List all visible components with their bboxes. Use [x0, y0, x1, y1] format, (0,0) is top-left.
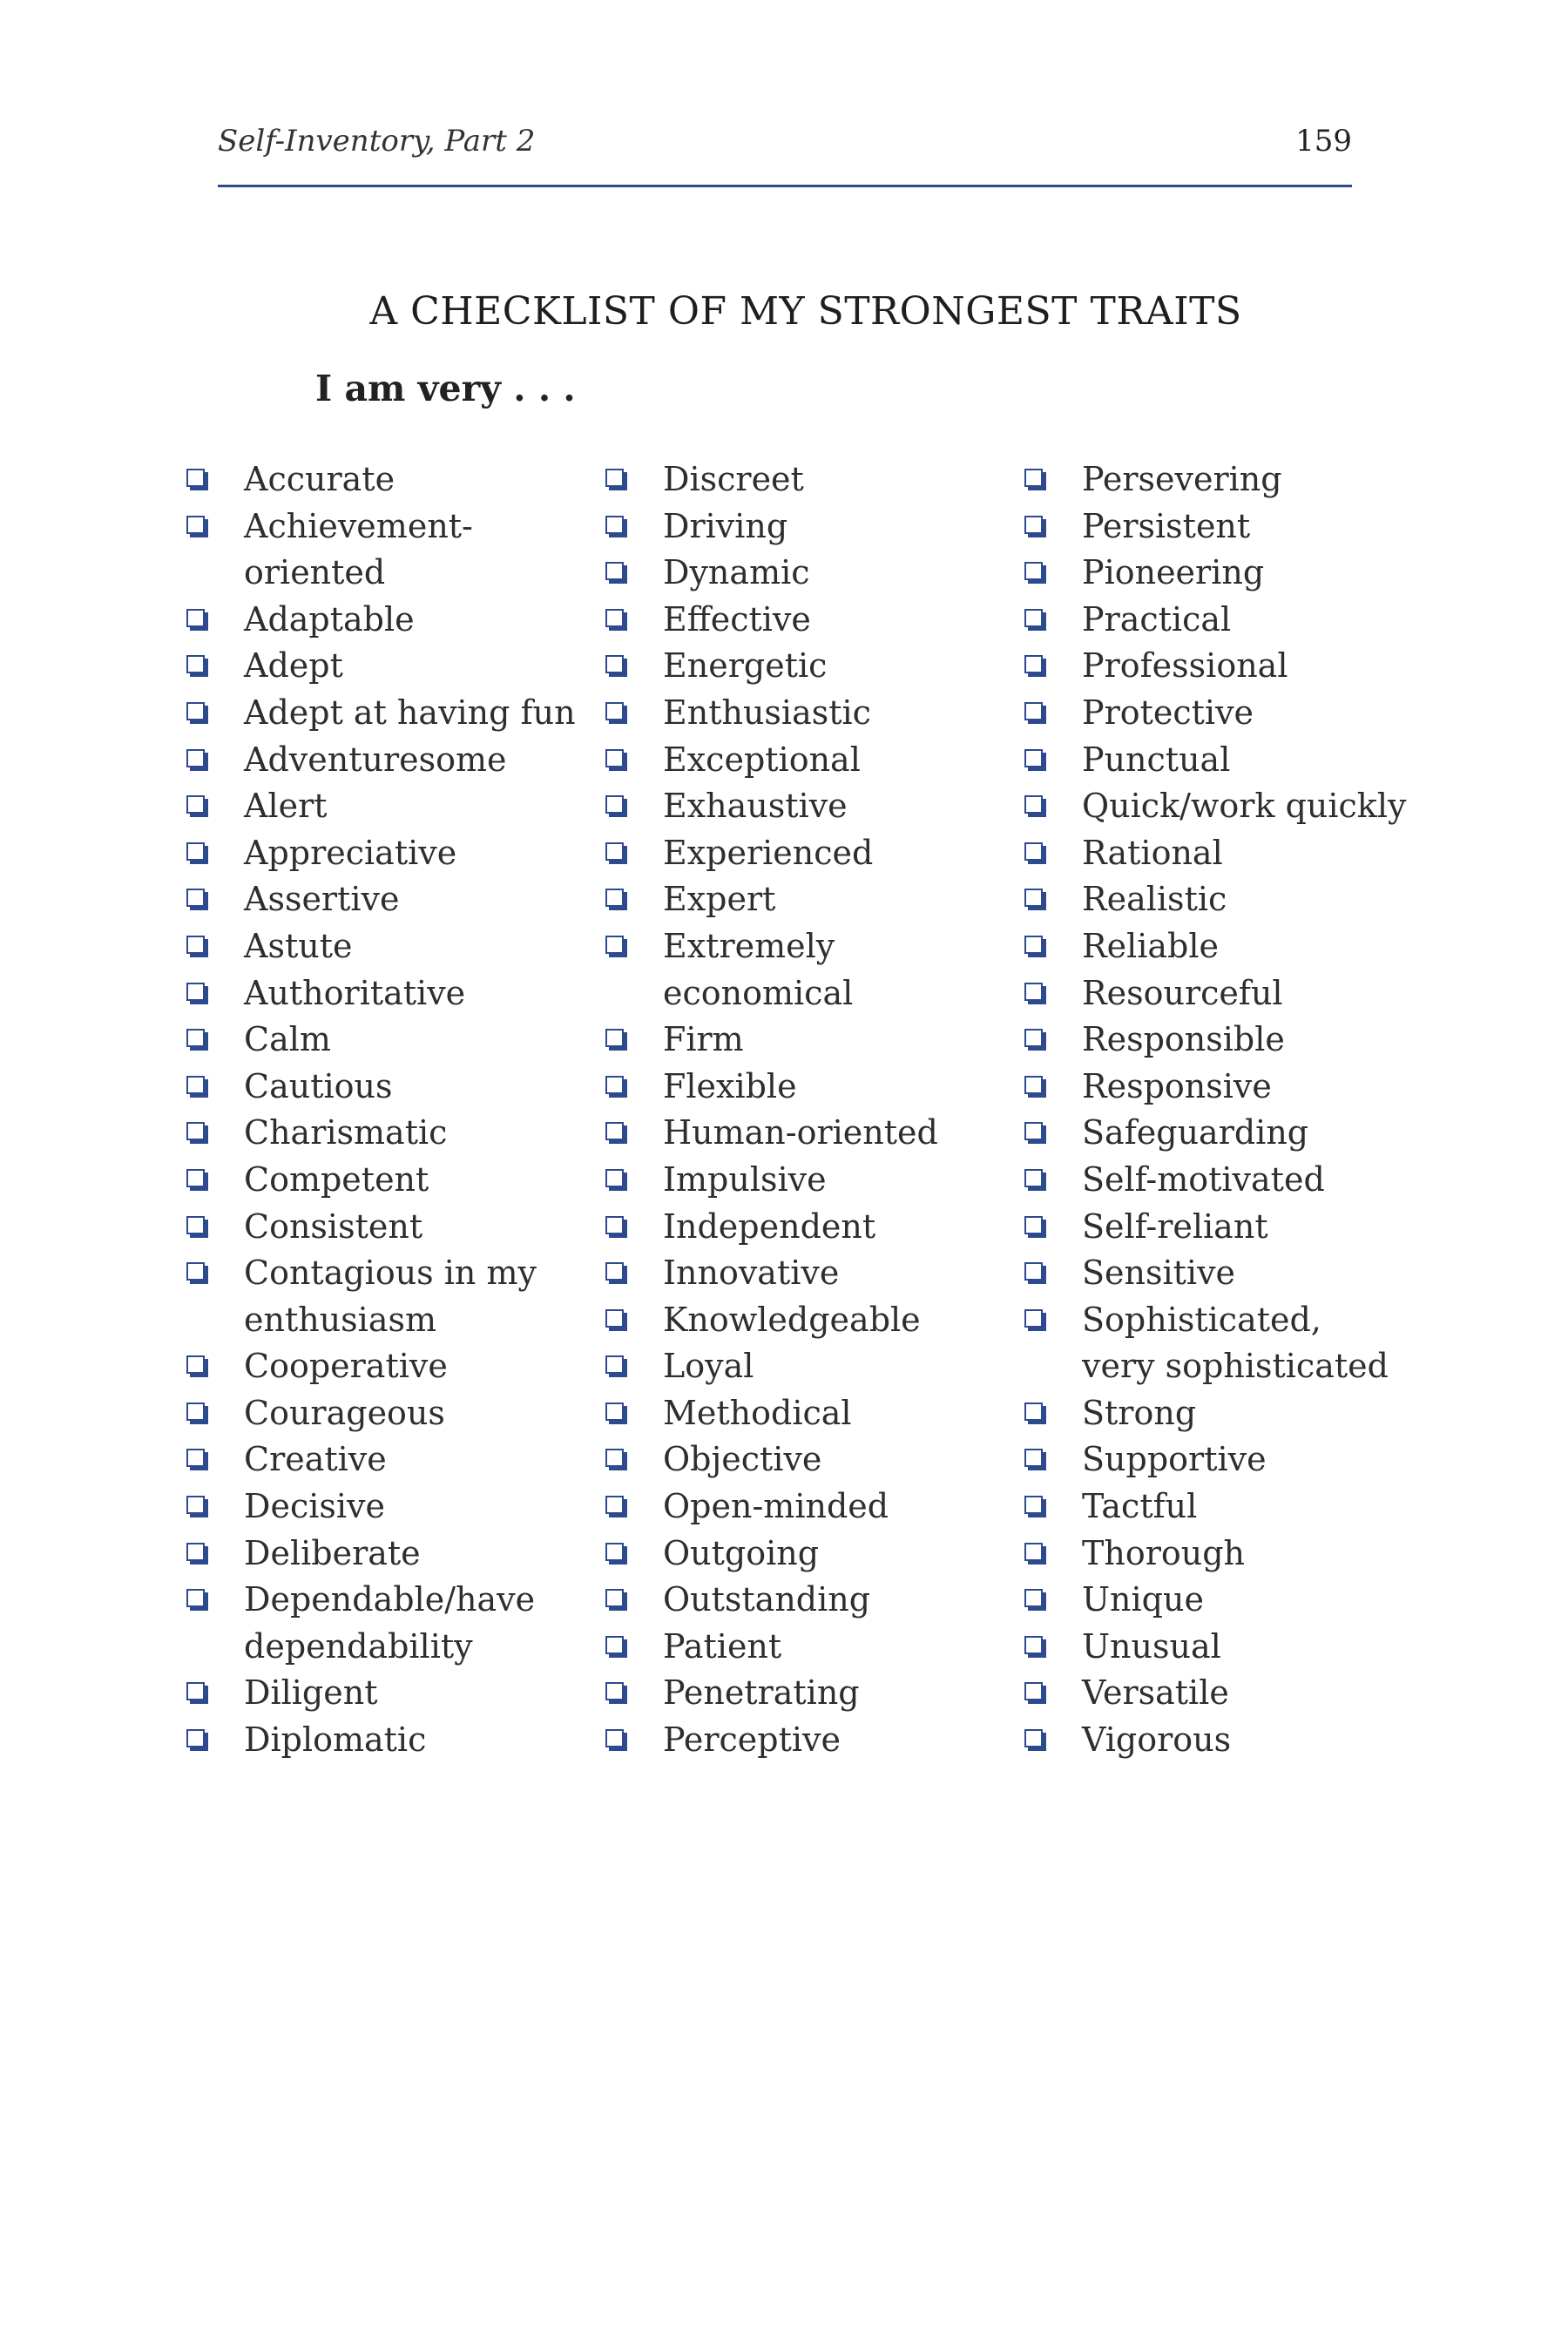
- trait-item[interactable]: [1024, 970, 1512, 1017]
- checkbox-icon[interactable]: [186, 1029, 205, 1047]
- checkbox-icon[interactable]: [1024, 1402, 1043, 1421]
- checkbox-icon[interactable]: [186, 842, 205, 861]
- trait-item[interactable]: [605, 1484, 1015, 1531]
- checkbox-icon[interactable]: [605, 1636, 624, 1654]
- checkbox-icon[interactable]: [605, 1449, 624, 1467]
- trait-item[interactable]: [1024, 1204, 1512, 1251]
- trait-label: Sophisticated, very sophisticated: [1082, 1300, 1389, 1386]
- checkbox-icon[interactable]: [1024, 562, 1043, 580]
- trait-label: Diligent: [244, 1673, 378, 1713]
- checkbox-icon[interactable]: [605, 469, 624, 487]
- checkbox-icon[interactable]: [1024, 1449, 1043, 1467]
- checkbox-icon[interactable]: [186, 1076, 205, 1094]
- trait-label: Unusual: [1082, 1626, 1221, 1666]
- trait-item[interactable]: [1024, 643, 1512, 690]
- trait-item[interactable]: [1024, 1484, 1512, 1531]
- checkbox-icon[interactable]: [605, 1682, 624, 1700]
- trait-label: Courageous: [244, 1393, 445, 1432]
- trait-item[interactable]: [1024, 456, 1512, 504]
- checkbox-icon[interactable]: [605, 1543, 624, 1561]
- trait-label: Methodical: [663, 1393, 852, 1432]
- trait-label: Tactful: [1082, 1487, 1198, 1526]
- checkbox-icon[interactable]: [1024, 1636, 1043, 1654]
- trait-label: Driving: [663, 506, 788, 545]
- checkbox-icon[interactable]: [605, 1029, 624, 1047]
- running-title: Self-Inventory, Part 2: [218, 124, 536, 159]
- trait-label: Exhaustive: [663, 787, 848, 826]
- trait-item[interactable]: [186, 830, 596, 877]
- trait-label: Responsible: [1082, 1020, 1285, 1059]
- checkbox-icon[interactable]: [186, 1262, 205, 1281]
- trait-item[interactable]: [1024, 1670, 1512, 1717]
- trait-item[interactable]: [605, 876, 1015, 923]
- checkbox-icon[interactable]: [186, 702, 205, 720]
- checkbox-icon[interactable]: [605, 749, 624, 767]
- trait-item[interactable]: [1024, 1110, 1512, 1157]
- trait-item[interactable]: [186, 1531, 596, 1578]
- page-number: 159: [1295, 124, 1352, 159]
- trait-item[interactable]: [605, 550, 1015, 597]
- checkbox-icon[interactable]: [1024, 1216, 1043, 1234]
- trait-label: Discreet: [663, 460, 804, 498]
- trait-label: Deliberate: [244, 1533, 421, 1572]
- trait-item[interactable]: [1024, 1017, 1512, 1064]
- trait-label: Pioneering: [1082, 553, 1265, 592]
- trait-label: Contagious in my enthusiasm: [244, 1254, 537, 1339]
- trait-item[interactable]: [186, 1390, 596, 1437]
- trait-label: Authoritative: [244, 973, 466, 1012]
- trait-item[interactable]: [186, 1436, 596, 1484]
- checkbox-icon[interactable]: [186, 1122, 205, 1140]
- checkbox-icon[interactable]: [605, 702, 624, 720]
- trait-item[interactable]: [186, 737, 596, 784]
- checkbox-icon[interactable]: [1024, 1589, 1043, 1607]
- checkbox-icon[interactable]: [1024, 1682, 1043, 1700]
- trait-label: Outgoing: [663, 1533, 820, 1572]
- checkbox-icon[interactable]: [605, 1355, 624, 1374]
- trait-item[interactable]: [1024, 1064, 1512, 1111]
- trait-item[interactable]: [1024, 504, 1512, 551]
- trait-label: Quick/work quickly: [1082, 787, 1407, 826]
- trait-item[interactable]: [1024, 1157, 1512, 1204]
- trait-label: Assertive: [244, 880, 400, 919]
- trait-item[interactable]: [186, 1250, 596, 1343]
- trait-label: Alert: [244, 787, 328, 826]
- checkbox-icon[interactable]: [1024, 842, 1043, 861]
- trait-item[interactable]: [1024, 1717, 1512, 1764]
- trait-label: Innovative: [663, 1254, 840, 1293]
- trait-label: Independent: [663, 1206, 876, 1246]
- checkbox-icon[interactable]: [186, 936, 205, 954]
- checkbox-icon[interactable]: [1024, 655, 1043, 673]
- trait-label: Safeguarding: [1082, 1113, 1309, 1152]
- trait-item[interactable]: [1024, 783, 1512, 830]
- trait-label: Outstanding: [663, 1580, 871, 1619]
- trait-item[interactable]: [605, 1110, 1015, 1157]
- page-title: A CHECKLIST OF MY STRONGEST TRAITS: [369, 289, 1242, 334]
- trait-item[interactable]: [186, 504, 596, 597]
- checkbox-icon[interactable]: [186, 1355, 205, 1374]
- checkbox-icon[interactable]: [186, 469, 205, 487]
- trait-item[interactable]: [186, 690, 596, 737]
- trait-item[interactable]: [605, 1624, 1015, 1671]
- checkbox-icon[interactable]: [605, 842, 624, 861]
- trait-label: Unique: [1082, 1580, 1204, 1619]
- trait-label: Experienced: [663, 833, 874, 872]
- trait-item[interactable]: [186, 1204, 596, 1251]
- trait-label: Open-minded: [663, 1487, 889, 1526]
- trait-item[interactable]: [605, 1297, 1015, 1344]
- checkbox-icon[interactable]: [1024, 1076, 1043, 1094]
- trait-item[interactable]: [1024, 1390, 1512, 1437]
- trait-label: Reliable: [1082, 926, 1220, 965]
- trait-item[interactable]: [1024, 1436, 1512, 1484]
- checkbox-icon[interactable]: [1024, 1029, 1043, 1047]
- trait-item[interactable]: [605, 1204, 1015, 1251]
- trait-item[interactable]: [605, 923, 1015, 1017]
- checkbox-icon[interactable]: [186, 1496, 205, 1514]
- trait-label: Resourceful: [1082, 973, 1283, 1012]
- checkbox-icon[interactable]: [1024, 469, 1043, 487]
- trait-label: Decisive: [244, 1487, 386, 1526]
- trait-item[interactable]: [605, 1531, 1015, 1578]
- trait-item[interactable]: [605, 504, 1015, 551]
- trait-label: Objective: [663, 1440, 822, 1479]
- trait-item[interactable]: [186, 923, 596, 970]
- checkbox-icon[interactable]: [1024, 1309, 1043, 1328]
- checkbox-icon[interactable]: [1024, 795, 1043, 814]
- checkbox-icon[interactable]: [605, 795, 624, 814]
- trait-label: Human-oriented: [663, 1113, 938, 1152]
- checkbox-icon[interactable]: [605, 1729, 624, 1747]
- trait-label: Adept at having fun: [244, 693, 576, 732]
- trait-item[interactable]: [1024, 1577, 1512, 1624]
- trait-label: Cautious: [244, 1066, 393, 1105]
- checkbox-icon[interactable]: [605, 1216, 624, 1234]
- trait-item[interactable]: [1024, 1531, 1512, 1578]
- trait-item[interactable]: [1024, 1624, 1512, 1671]
- trait-label: Thorough: [1082, 1533, 1246, 1572]
- trait-item[interactable]: [605, 1577, 1015, 1624]
- trait-label: Adaptable: [244, 599, 415, 639]
- trait-label: Cooperative: [244, 1347, 448, 1386]
- checkbox-icon[interactable]: [1024, 983, 1043, 1001]
- checkbox-icon[interactable]: [186, 1402, 205, 1421]
- trait-label: Extremely economical: [663, 926, 854, 1012]
- checkbox-icon[interactable]: [605, 1589, 624, 1607]
- checkbox-icon[interactable]: [186, 983, 205, 1001]
- trait-label: Self-motivated: [1082, 1159, 1325, 1199]
- trait-label: Versatile: [1082, 1673, 1229, 1713]
- trait-item[interactable]: [605, 597, 1015, 644]
- checkbox-icon[interactable]: [1024, 1496, 1043, 1514]
- trait-label: Astute: [244, 926, 353, 965]
- trait-item[interactable]: [605, 456, 1015, 504]
- checkbox-icon[interactable]: [1024, 1122, 1043, 1140]
- trait-item[interactable]: [186, 1717, 596, 1764]
- trait-label: Rational: [1082, 833, 1223, 872]
- checkbox-icon[interactable]: [605, 936, 624, 954]
- trait-label: Penetrating: [663, 1673, 860, 1713]
- trait-label: Realistic: [1082, 880, 1227, 919]
- checkbox-icon[interactable]: [1024, 702, 1043, 720]
- checkbox-icon[interactable]: [605, 1076, 624, 1094]
- trait-item[interactable]: [605, 1064, 1015, 1111]
- trait-item[interactable]: [186, 783, 596, 830]
- trait-label: Calm: [244, 1020, 331, 1059]
- trait-label: Adventuresome: [244, 740, 507, 779]
- trait-label: Punctual: [1082, 740, 1231, 779]
- trait-item[interactable]: [186, 643, 596, 690]
- checkbox-icon[interactable]: [605, 1122, 624, 1140]
- checkbox-icon[interactable]: [605, 1169, 624, 1187]
- trait-column-2: [605, 456, 1015, 1764]
- trait-item[interactable]: [186, 1484, 596, 1531]
- trait-item[interactable]: [605, 737, 1015, 784]
- trait-item[interactable]: [605, 1670, 1015, 1717]
- trait-label: Creative: [244, 1440, 387, 1479]
- trait-label: Sensitive: [1082, 1254, 1236, 1293]
- checkbox-icon[interactable]: [1024, 936, 1043, 954]
- trait-item[interactable]: [186, 597, 596, 644]
- checkbox-icon[interactable]: [186, 1682, 205, 1700]
- checkbox-icon[interactable]: [605, 516, 624, 534]
- trait-item[interactable]: [605, 1250, 1015, 1297]
- trait-item[interactable]: [1024, 550, 1512, 597]
- trait-item[interactable]: [1024, 1250, 1512, 1297]
- trait-label: Expert: [663, 880, 776, 919]
- trait-item[interactable]: [1024, 923, 1512, 970]
- trait-item[interactable]: [605, 783, 1015, 830]
- trait-label: Appreciative: [244, 833, 457, 872]
- checkbox-icon[interactable]: [186, 1216, 205, 1234]
- trait-item[interactable]: [186, 1110, 596, 1157]
- checkbox-icon[interactable]: [1024, 749, 1043, 767]
- trait-label: Effective: [663, 599, 811, 639]
- checkbox-icon[interactable]: [605, 1496, 624, 1514]
- trait-item[interactable]: [186, 456, 596, 504]
- checkbox-icon[interactable]: [1024, 1169, 1043, 1187]
- trait-label: Achievement- oriented: [244, 506, 473, 592]
- trait-label: Supportive: [1082, 1440, 1267, 1479]
- checkbox-icon[interactable]: [186, 1449, 205, 1467]
- trait-label: Knowledgeable: [663, 1300, 921, 1339]
- checkbox-icon[interactable]: [605, 1402, 624, 1421]
- trait-label: Practical: [1082, 599, 1232, 639]
- checkbox-icon[interactable]: [186, 749, 205, 767]
- checkbox-icon[interactable]: [186, 655, 205, 673]
- trait-item[interactable]: [1024, 737, 1512, 784]
- checkbox-icon[interactable]: [186, 795, 205, 814]
- trait-label: Loyal: [663, 1347, 754, 1386]
- trait-item[interactable]: [605, 830, 1015, 877]
- trait-label: Exceptional: [663, 740, 861, 779]
- checkbox-icon[interactable]: [186, 1169, 205, 1187]
- trait-label: Persistent: [1082, 506, 1251, 545]
- trait-item[interactable]: [186, 1064, 596, 1111]
- trait-label: Competent: [244, 1159, 429, 1199]
- trait-item[interactable]: [605, 690, 1015, 737]
- trait-label: Strong: [1082, 1393, 1197, 1432]
- checkbox-icon[interactable]: [1024, 1729, 1043, 1747]
- trait-label: Dynamic: [663, 553, 810, 592]
- trait-label: Vigorous: [1082, 1720, 1232, 1760]
- checkbox-icon[interactable]: [186, 1543, 205, 1561]
- trait-item[interactable]: [605, 1157, 1015, 1204]
- trait-label: Impulsive: [663, 1159, 827, 1199]
- checkbox-icon[interactable]: [1024, 516, 1043, 534]
- checkbox-icon[interactable]: [1024, 609, 1043, 627]
- trait-label: Perceptive: [663, 1720, 841, 1760]
- checkbox-icon[interactable]: [605, 609, 624, 627]
- checkbox-icon[interactable]: [186, 889, 205, 907]
- trait-column-1: [186, 456, 596, 1764]
- trait-item[interactable]: [186, 876, 596, 923]
- trait-label: Responsive: [1082, 1066, 1272, 1105]
- trait-column-3: [1024, 456, 1512, 1764]
- trait-label: Charismatic: [244, 1113, 448, 1152]
- trait-item[interactable]: [605, 1717, 1015, 1764]
- trait-item[interactable]: [1024, 876, 1512, 923]
- checkbox-icon[interactable]: [605, 1262, 624, 1281]
- checkbox-icon[interactable]: [186, 1729, 205, 1747]
- trait-item[interactable]: [1024, 830, 1512, 877]
- lead-in-text: I am very . . .: [315, 368, 576, 409]
- trait-label: Enthusiastic: [663, 693, 871, 732]
- running-header: [218, 122, 1352, 160]
- trait-label: Professional: [1082, 646, 1288, 686]
- trait-label: Consistent: [244, 1206, 423, 1246]
- checkbox-icon[interactable]: [1024, 1543, 1043, 1561]
- trait-item[interactable]: [1024, 690, 1512, 737]
- trait-label: Self-reliant: [1082, 1206, 1268, 1246]
- trait-label: Energetic: [663, 646, 828, 686]
- checkbox-icon[interactable]: [605, 562, 624, 580]
- checkbox-icon[interactable]: [186, 609, 205, 627]
- trait-item[interactable]: [186, 1017, 596, 1064]
- checkbox-icon[interactable]: [605, 889, 624, 907]
- trait-label: Diplomatic: [244, 1720, 427, 1760]
- trait-label: Accurate: [244, 460, 395, 498]
- trait-label: Adept: [244, 646, 343, 686]
- checkbox-icon[interactable]: [186, 516, 205, 534]
- trait-item[interactable]: [605, 1017, 1015, 1064]
- trait-item[interactable]: [186, 1670, 596, 1717]
- trait-item[interactable]: [605, 1436, 1015, 1484]
- trait-item[interactable]: [186, 970, 596, 1017]
- trait-item[interactable]: [605, 1390, 1015, 1437]
- trait-item[interactable]: [1024, 1297, 1512, 1390]
- checkbox-icon[interactable]: [186, 1589, 205, 1607]
- trait-item[interactable]: [186, 1577, 596, 1670]
- trait-label: Firm: [663, 1020, 744, 1059]
- checkbox-icon[interactable]: [605, 655, 624, 673]
- trait-item[interactable]: [605, 643, 1015, 690]
- checkbox-icon[interactable]: [1024, 1262, 1043, 1281]
- trait-label: Persevering: [1082, 460, 1282, 498]
- trait-item[interactable]: [1024, 597, 1512, 644]
- trait-label: Flexible: [663, 1066, 797, 1105]
- trait-label: Patient: [663, 1626, 782, 1666]
- trait-item[interactable]: [186, 1157, 596, 1204]
- trait-item[interactable]: [186, 1343, 596, 1390]
- checkbox-icon[interactable]: [605, 1309, 624, 1328]
- trait-item[interactable]: [605, 1343, 1015, 1390]
- trait-label: Protective: [1082, 693, 1254, 732]
- header-rule: [218, 185, 1352, 187]
- trait-label: Dependable/have dependability: [244, 1580, 536, 1666]
- checkbox-icon[interactable]: [1024, 889, 1043, 907]
